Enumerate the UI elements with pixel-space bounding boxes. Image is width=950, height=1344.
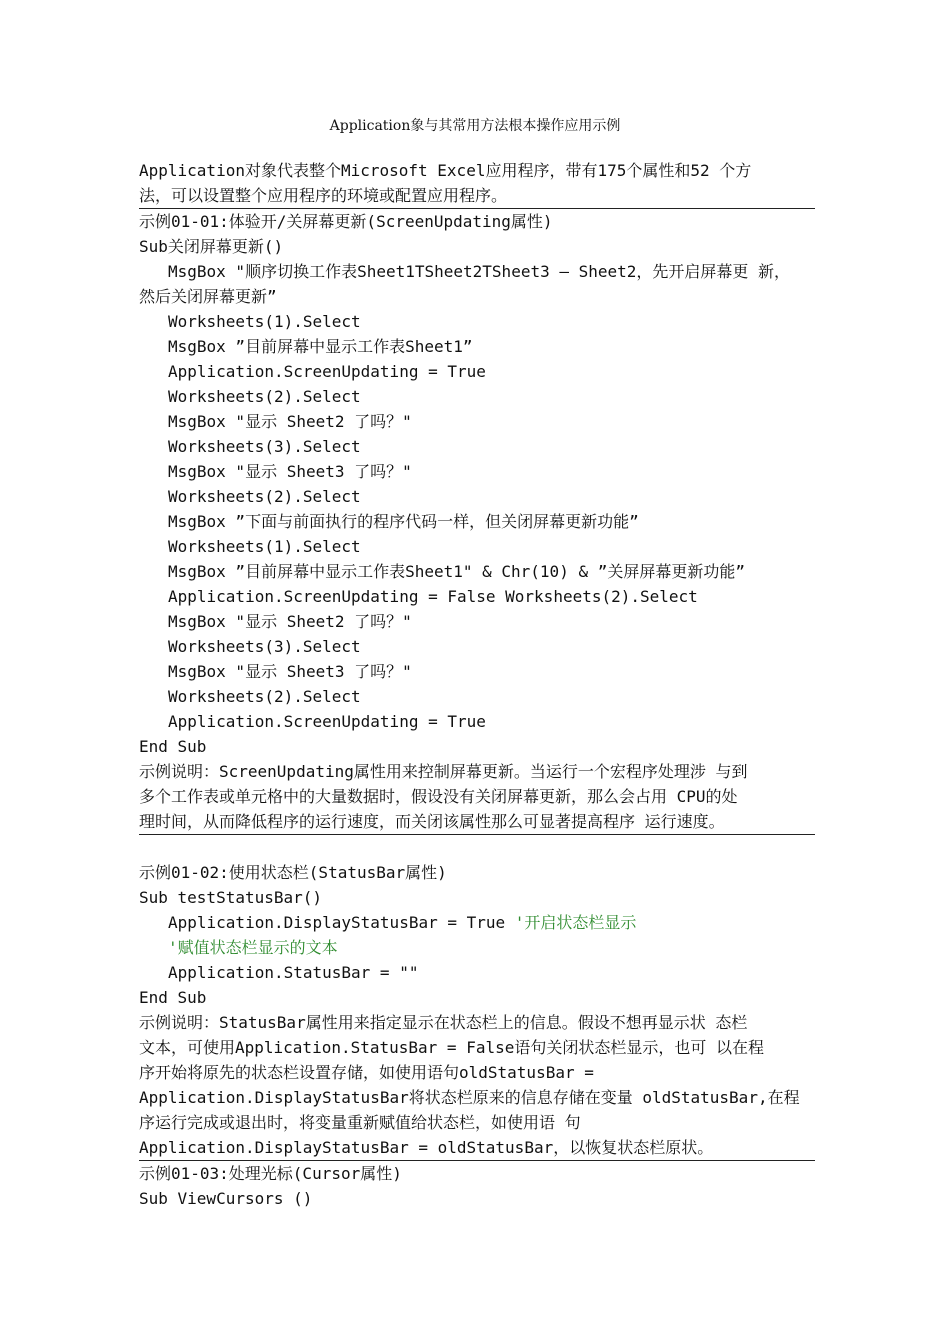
- page-title: Application象与其常用方法根本操作应用示例: [329, 118, 621, 134]
- code-sub-start: Sub testStatusBar(): [139, 888, 323, 907]
- code-line: MsgBox "显示 Sheet2 了吗？": [168, 612, 412, 631]
- code-sub-start: Sub ViewCursors (): [139, 1189, 313, 1208]
- code-line: Worksheets(1).Select: [168, 312, 361, 331]
- explanation-line: 序运行完成或退出时，将变量重新赋值给状态栏，如使用语 句: [139, 1113, 581, 1132]
- code-comment: '开启状态栏显示: [514, 913, 637, 932]
- code-line: Worksheets(3).Select: [168, 437, 361, 456]
- explanation-line: 文本，可使用Application.StatusBar = False语句关闭状态栏显示，也可 以在程: [139, 1038, 764, 1057]
- code-sub-end: End Sub: [139, 737, 207, 756]
- explanation-line: 理时间，从而降低程序的运行速度，而关闭该属性那么可显著提高程序 运行速度。: [139, 809, 815, 835]
- explanation-line: 示例说明：StatusBar属性用来指定显示在状态栏上的信息。假设不想再显示状 态栏: [139, 1013, 748, 1032]
- explanation-line: 多个工作表或单元格中的大量数据时，假设没有关闭屏幕更新，那么会占用 CPU的处: [139, 787, 738, 806]
- explanation-line: Application.DisplayStatusBar = oldStatusBar，以恢复状态栏原状。: [139, 1135, 815, 1161]
- explanation-line: 序开始将原先的状态栏设置存储，如使用语句oldStatusBar =: [139, 1063, 594, 1082]
- code-comment: '赋值状态栏显示的文本: [168, 938, 338, 957]
- code-sub-end: End Sub: [139, 988, 207, 1007]
- spacer: [139, 835, 815, 860]
- code-line: Application.StatusBar = "": [168, 963, 419, 982]
- code-line: Worksheets(3).Select: [168, 637, 361, 656]
- code-line: MsgBox "显示 Sheet3 了吗？": [168, 662, 412, 681]
- code-line: 然后关闭屏幕更新”: [139, 287, 277, 306]
- code-line: Worksheets(1).Select: [168, 537, 361, 556]
- code-line: Worksheets(2).Select: [168, 487, 361, 506]
- code-line: MsgBox "显示 Sheet3 了吗？": [168, 462, 412, 481]
- code-line: MsgBox ”下面与前面执行的程序代码一样，但关闭屏幕更新功能”: [168, 512, 639, 531]
- intro-line: Application对象代表整个Microsoft Excel应用程序，带有175个属性和52 个方: [139, 161, 752, 180]
- code-line: MsgBox ”目前屏幕中显示工作表Sheet1”: [168, 337, 473, 356]
- code-text: Application.DisplayStatusBar = True: [168, 913, 515, 932]
- code-line: Worksheets(2).Select: [168, 687, 361, 706]
- example-heading: 示例01-03:处理光标(Cursor属性): [139, 1164, 402, 1183]
- code-line: Application.ScreenUpdating = False Worksheets(2).Select: [168, 587, 698, 606]
- intro-line: 法，可以设置整个应用程序的环境或配置应用程序。: [139, 183, 815, 209]
- example-heading: 示例01-02:使用状态栏(StatusBar属性): [139, 863, 447, 882]
- code-line: [139, 910, 815, 935]
- code-sub-start: Sub关闭屏幕更新(): [139, 237, 284, 256]
- code-line: Application.ScreenUpdating = True: [168, 362, 486, 381]
- code-line: Application.ScreenUpdating = True: [168, 712, 486, 731]
- explanation-line: Application.DisplayStatusBar将状态栏原来的信息存储在变量 oldStatusBar,在程: [139, 1088, 800, 1107]
- example-heading: 示例01-01:体验开/关屏幕更新(ScreenUpdating属性): [139, 212, 553, 231]
- code-line: MsgBox "显示 Sheet2 了吗？": [168, 412, 412, 431]
- explanation-line: 示例说明：ScreenUpdating属性用来控制屏幕更新。当运行一个宏程序处理涉 与到: [139, 762, 748, 781]
- document-body: [139, 158, 815, 1211]
- code-line: Worksheets(2).Select: [168, 387, 361, 406]
- code-line: MsgBox "顺序切换工作表Sheet1TSheet2TSheet3 — Sheet2，先开启屏幕更 新，: [168, 262, 791, 281]
- code-line: MsgBox ”目前屏幕中显示工作表Sheet1" & Chr(10) & ”关屏屏幕更新功能”: [168, 562, 745, 581]
